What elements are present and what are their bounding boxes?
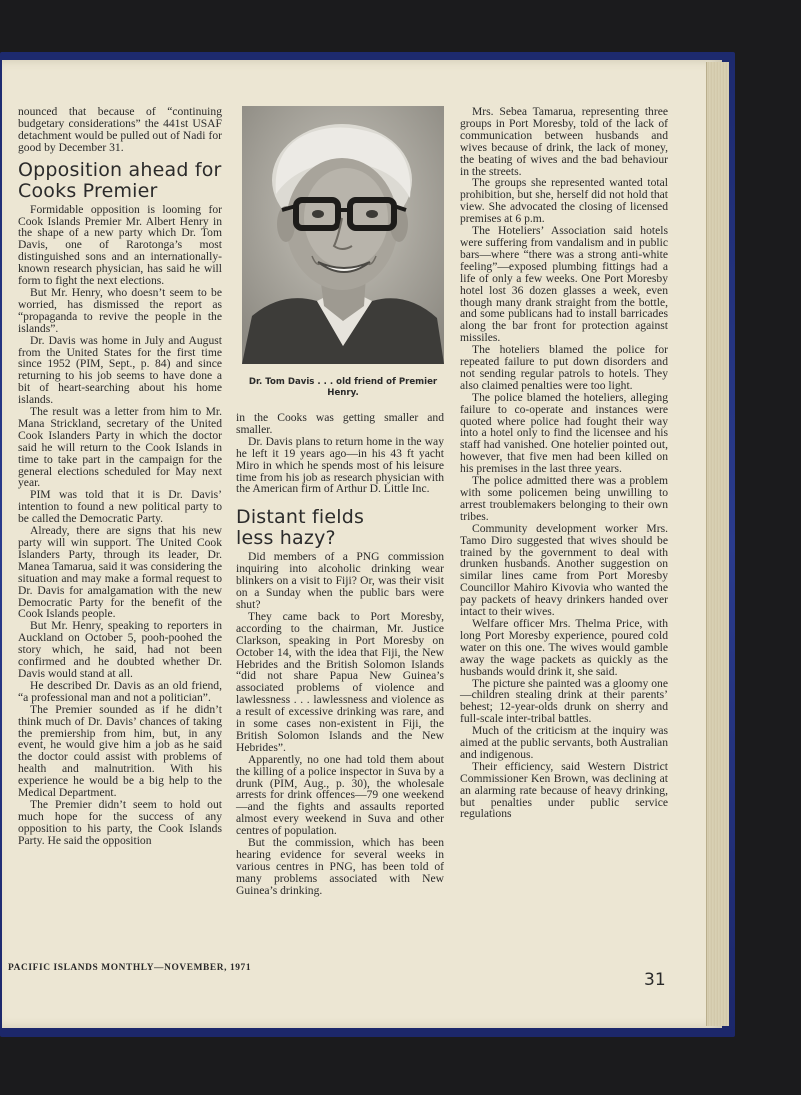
- paragraph: Much of the criticism at the inquiry was aimed at the public servants, both Australian and indigenous.: [460, 724, 668, 761]
- paragraph: Dr. Davis was home in July and August from the United States for the first time since 1952 (PIM, Sept., p. 84) and since returning to his job seems to have done a bit of heart-searching about his home islands.: [18, 333, 222, 407]
- paragraph-continued: in the Cooks was getting smaller and smaller.: [236, 411, 444, 436]
- paragraph: They came back to Port Moresby, according to the chairman, Mr. Justice Clarkson, speaking in Port Moresby on October 14, with the idea that Fiji, the New Hebrides and the British Solomon Islands “did not share Papua New Guinea’s associated problems of violence and lawlessness . . . lawlessness and violence as a result of excessive drinking was rare, and in some cases non-existent in Fiji, the British Solomon Islands and the New Hebrides”.: [236, 609, 444, 754]
- article-column-2: [236, 412, 444, 897]
- paragraph: Mrs. Sebea Tamarua, representing three groups in Port Moresby, told of the lack of communication between husbands and wives because of drink, the lack of money, the beating of wives and the bad behaviour in the streets.: [460, 105, 668, 178]
- paragraph: Dr. Davis plans to return home in the way he left it 19 years ago—in his 43 ft yacht Miro in which he spends most of his leisure time from his job as research physician with the American firm of Arthur D. Little Inc.: [236, 434, 444, 496]
- paragraph: Community development worker Mrs. Tamo Diro suggested that wives should be trained by the government to deal with drunken husbands. Another suggestion on similar lines came from Port Moresby Councillor Mahiro Kivovia who wanted the pay packets of heavy drinkers handed over intact to their wives.: [460, 521, 668, 619]
- page-fore-edge: [706, 62, 729, 1026]
- paragraph: The picture she painted was a gloomy one—children stealing drink at their parents’ behest; 12-year-olds drunk on sherry and full-scale inter-tribal battles.: [460, 676, 668, 726]
- paragraph: But Mr. Henry, who doesn’t seem to be worried, has dismissed the report as “propaganda to revive the people in the islands”.: [18, 285, 222, 335]
- paragraph: Did members of a PNG commission inquiring into alcoholic drinking wear blinkers on a visit to Fiji? Or, was their visit on a Sunday when the public bars were shut?: [236, 550, 444, 611]
- page-number: 31: [644, 970, 666, 990]
- article-heading-opposition: Opposition ahead for Cooks Premier: [18, 158, 222, 202]
- article-column-3: [460, 106, 668, 820]
- paragraph: The groups she represented wanted total prohibition, but she, herself did not hold that view. She advocated the closing of licensed premises at 6 p.m.: [460, 176, 668, 226]
- paragraph: The Premier sounded as if he didn’t think much of Dr. Davis’ chances of taking the premiership from him, but, in any event, he would give him a job as he said the doctor could assist with problems of health and malnutrition. With his experience he would be a big help to the Medical Department.: [18, 702, 222, 800]
- paragraph: But the commission, which has been hearing evidence for several weeks in various centres in PNG, has been told of many problems associated with New Guinea’s drinking.: [236, 836, 444, 897]
- portrait-illustration: [242, 106, 444, 364]
- article-column-1: [18, 106, 222, 847]
- paragraph: He described Dr. Davis as an old friend, “a professional man and not a politician”.: [18, 678, 222, 704]
- article-heading-distant-fields: Distant fields less hazy?: [236, 506, 365, 550]
- portrait-photo-dr-tom-davis: [242, 106, 444, 364]
- paragraph: Their efficiency, said Western District Commissioner Ken Brown, was declining at an alarming rate because of heavy drinking, but penalties under public service regulations: [460, 759, 668, 821]
- paragraph: The police admitted there was a problem with some policemen being unwilling to arrest troublemakers belonging to their own tribes.: [460, 474, 668, 523]
- paragraph: Welfare officer Mrs. Thelma Price, with long Port Moresby experience, poured cold water on this one. The wives would gamble away the wage packets as quickly as the husbands would drink it, she said.: [460, 616, 668, 678]
- paragraph: Already, there are signs that his new party will win support. The United Cook Islanders Party, through its leader, Dr. Manea Tamarua, said it was considering the situation and may make a formal request to Dr. Davis for amalgamation with the new Democratic Party for the benefit of the Cook Islands people.: [18, 524, 222, 621]
- paragraph: The Hoteliers’ Association said hotels were suffering from vandalism and in public bars—where “there was a strong anti-white feeling”—exposed plumbing fittings had a life of only a few weeks. One Port Moresby hotel lost 36 dozen glasses a week, even though many drank straight from the bottle, and some publicans had to install barricades along the bar front for protection against missiles.: [460, 224, 668, 345]
- photo-caption: Dr. Tom Davis . . . old friend of Premier Henry.: [248, 377, 438, 398]
- article-intro-continued: nounced that because of “continuing budgetary considerations” the 441st USAF detachment would be pulled out of Nadi for good by December 31.: [18, 105, 222, 154]
- paragraph: But Mr. Henry, speaking to reporters in Auckland on October 5, pooh-poohed the story which, he said, had not been confirmed and he doubted whether Dr. Davis would stand at all.: [18, 619, 222, 680]
- paragraph: PIM was told that it is Dr. Davis’ intention to found a new political party to be called the Democratic Party.: [18, 488, 222, 526]
- paragraph: The Premier didn’t seem to hold out much hope for the success of any opposition to his party, the Cook Islands Party. He said the opposition: [18, 797, 222, 847]
- publication-footer: PACIFIC ISLANDS MONTHLY—NOVEMBER, 1971: [8, 963, 252, 973]
- paragraph: The result was a letter from him to Mr. Mana Strickland, secretary of the United Cook Islanders Party in which the doctor said he will return to the Cook Islands in time to take part in the campaign for the general elections scheduled for May next year.: [18, 405, 222, 490]
- paragraph: Apparently, no one had told them about the killing of a police inspector in Suva by a drunk (PIM, Aug., p. 30), the wholesale arrests for drink offences—79 one weekend—and the fights and assaults reported almost every weekend in Suva and other centres of population.: [236, 752, 444, 838]
- paragraph: The hoteliers blamed the police for repeated failure to put down disorders and not sending regular patrols to hotels. They also claimed penalties were too light.: [460, 343, 668, 392]
- paragraph: The police blamed the hoteliers, alleging failure to co-operate and instances were quoted where police had fought their way into a hotel only to find the licensee and his staff had vanished. One hotelier pointed out, however, that five men had been killed on his premises in the last three years.: [460, 390, 668, 476]
- paragraph: Formidable opposition is looming for Cook Islands Premier Mr. Albert Henry in the shape of a new party which Dr. Tom Davis, one of Rarotonga’s most distinguished sons and an internationally-known research physician, has said he will form to fight the next elections.: [18, 202, 222, 288]
